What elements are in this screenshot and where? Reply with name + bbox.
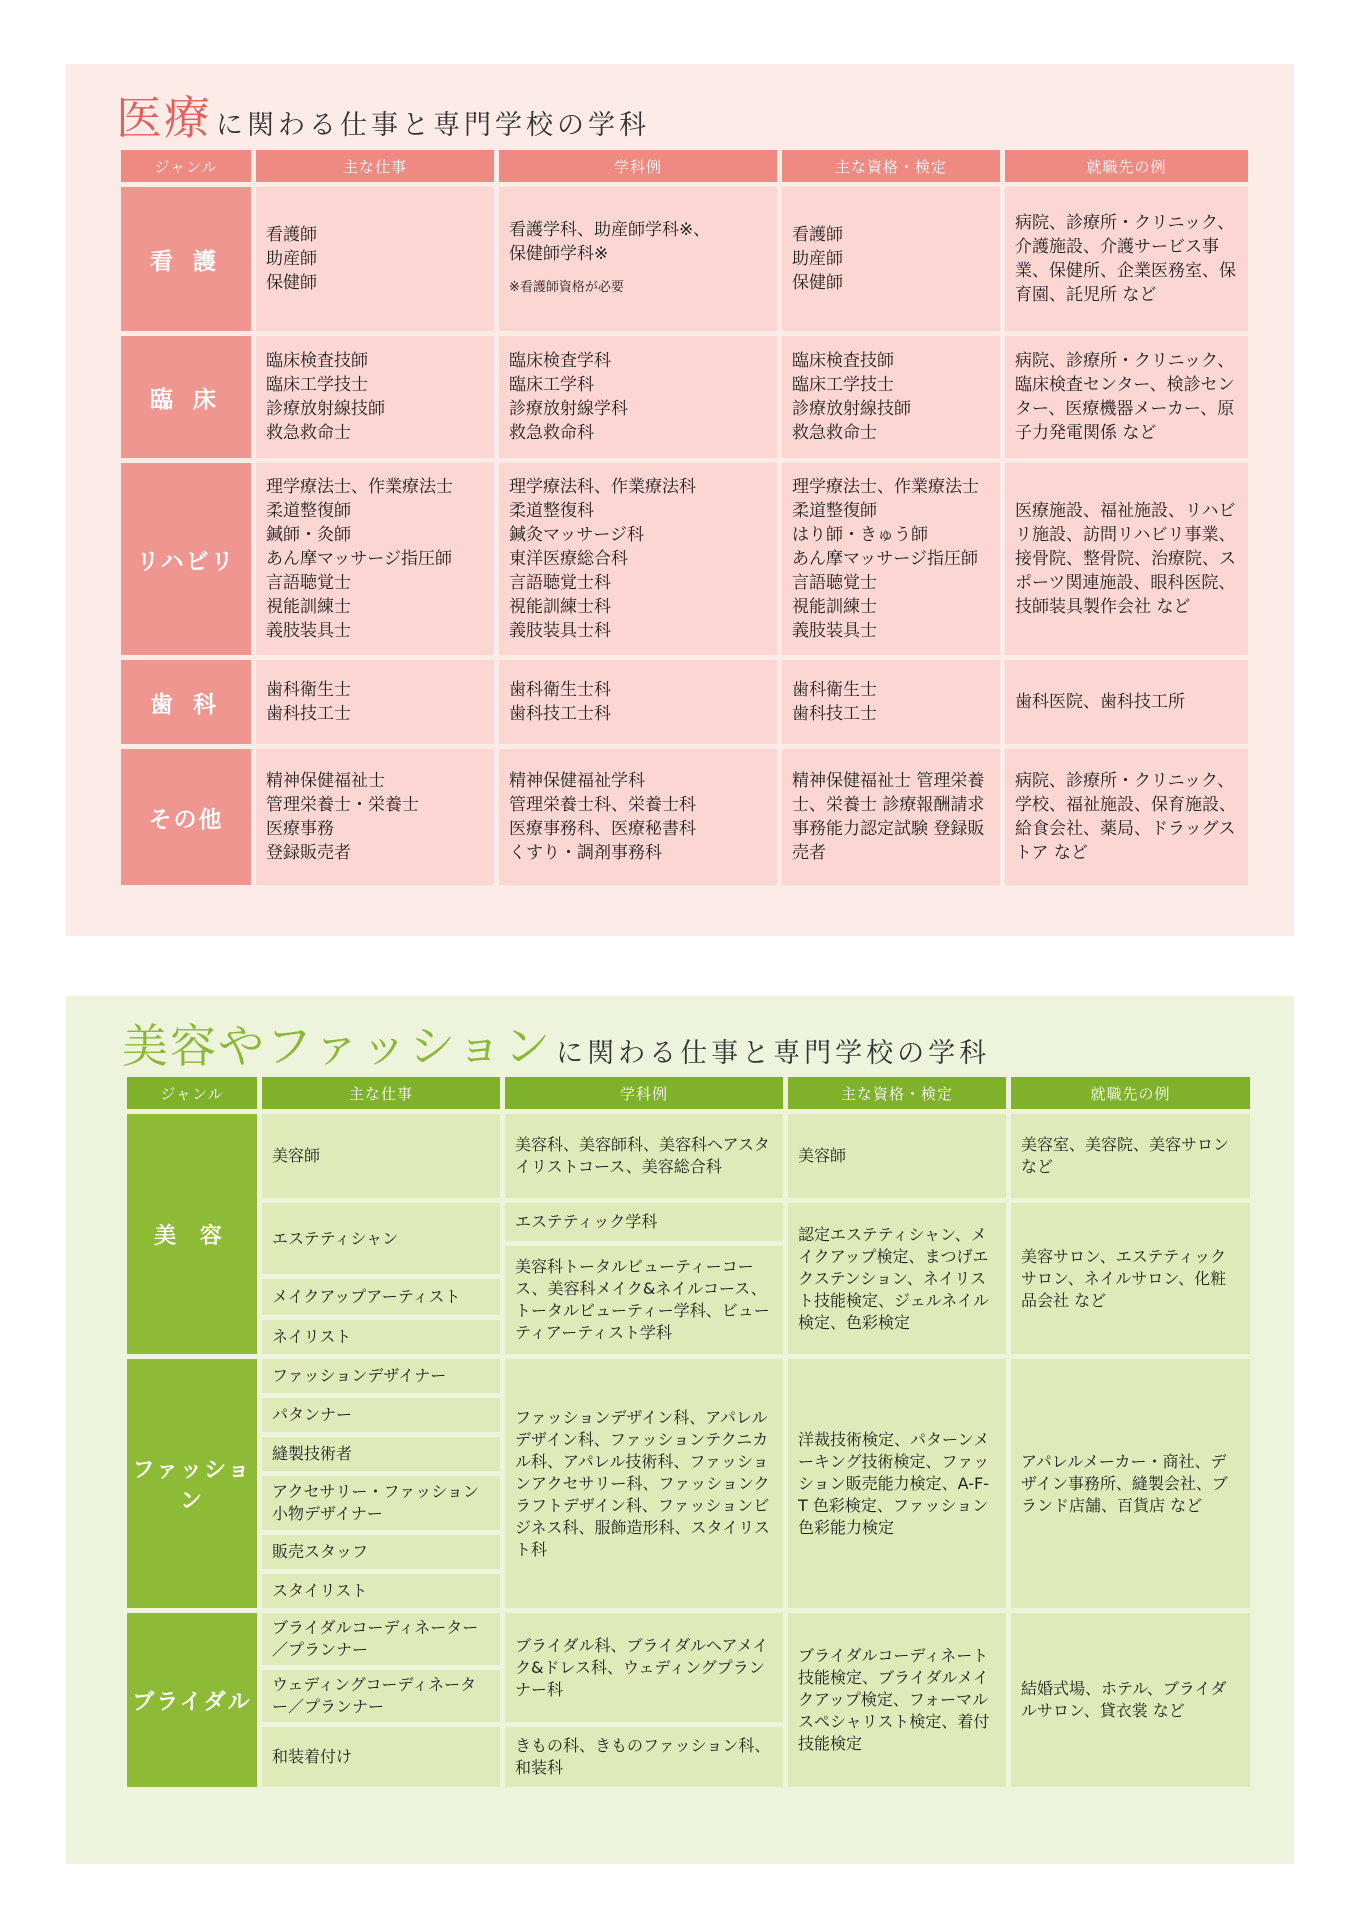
list-item: くすり・調剤事務科 [509, 843, 662, 863]
list-item: 言語聴覚士 [266, 573, 351, 593]
list-item: 診療放射線技師 [266, 399, 385, 419]
table-row [127, 1613, 1250, 1665]
list-item: 精神保健福祉学科 [509, 771, 645, 791]
jobs-cell [256, 187, 494, 331]
list-item: 臨床工学技士 [266, 375, 368, 395]
employers-text: 病院、診療所・クリニック、介護施設、介護サービス事業、保健所、企業医務室、保育園、託児所 など [1015, 213, 1236, 305]
qual-text: 認定エステティシャン、メイクアップ検定、まつげエクステンション、ネイリスト技能検定、ジェルネイル検定、色彩検定 [798, 1224, 989, 1332]
table-row [127, 1359, 1250, 1393]
dept-note: ※看護師資格が必要 [509, 280, 624, 295]
job-cell: 和装着付け [262, 1727, 500, 1787]
genre-cell: 臨 床 [121, 336, 251, 458]
dept-text: きもの科、きものファッション科、和装科 [515, 1736, 771, 1777]
list-item: 柔道整復科 [509, 501, 594, 521]
genre-cell: リハビリ [121, 463, 251, 655]
medical-title-small: に関わる仕事と専門学校の学科 [216, 110, 650, 141]
employers-text: 病院、診療所・クリニック、臨床検査センター、検診センター、医療機器メーカー、原子力発電関係 など [1015, 351, 1235, 443]
list-item: 言語聴覚士科 [509, 573, 611, 593]
table-row [121, 660, 1248, 744]
list-item: 医療事務 [266, 819, 334, 839]
dept-text: 美容科トータルビューティーコース、美容科メイク&ネイルコース、トータルビューティー学科、ビューティアーティスト学科 [515, 1257, 770, 1342]
list-item: 管理栄養士科、栄養士科 [509, 795, 696, 815]
list-item: 理学療法士、作業療法士 [792, 477, 979, 497]
list-item: 救急救命士 [792, 423, 877, 443]
list-item: 臨床工学技士 [792, 375, 894, 395]
jobs-cell [256, 660, 494, 744]
medical-table [116, 145, 1253, 890]
list-item: 診療放射線学科 [509, 399, 628, 419]
dept-cell [505, 1114, 783, 1198]
list-item: 保健師 [266, 273, 317, 293]
list-item: 救急救命科 [509, 423, 594, 443]
list-item: 歯科技工士科 [509, 704, 611, 724]
medical-heading [116, 82, 650, 148]
job-cell [262, 1670, 500, 1722]
job-cell: スタイリスト [262, 1574, 500, 1608]
list-item: 視能訓練士 [266, 597, 351, 617]
employers-cell [1005, 660, 1248, 744]
employers-text: 医療施設、福祉施設、リハビリ施設、訪問リハビリ事業、接骨院、整骨院、治療院、スポーツ関連施設、眼科医院、技師装具製作会社 など [1015, 501, 1236, 617]
medical-title-big: 医療 [116, 91, 212, 145]
employers-cell [1005, 463, 1248, 655]
list-item: 登録販売者 [266, 843, 351, 863]
job-cell: 販売スタッフ [262, 1535, 500, 1569]
employers-cell [1011, 1114, 1250, 1198]
list-item: 保健師 [792, 273, 843, 293]
dept-cell [505, 1727, 783, 1787]
list-item: 歯科衛生士科 [509, 680, 611, 700]
list-item: 看護師 [266, 225, 317, 245]
employers-cell [1011, 1203, 1250, 1354]
list-item: 歯科技工士 [792, 704, 877, 724]
qual-cell [788, 1359, 1006, 1608]
list-item: 言語聴覚士 [792, 573, 877, 593]
depts-cell [499, 463, 777, 655]
genre-cell: 歯 科 [121, 660, 251, 744]
employers-cell [1005, 336, 1248, 458]
job-text: ブライダルコーディネーター／プランナー [272, 1618, 479, 1659]
job-cell: エステティシャン [262, 1203, 500, 1274]
list-item: 助産師 [266, 249, 317, 269]
list-item: 歯科衛生士 [266, 680, 351, 700]
list-item: 看護師 [792, 225, 843, 245]
list-item: 診療放射線技師 [792, 399, 911, 419]
employers-text: 病院、診療所・クリニック、学校、福祉施設、保育施設、給食会社、薬局、ドラッグストア など [1015, 771, 1236, 863]
header-jobs: 主な仕事 [262, 1077, 500, 1109]
list-item: 視能訓練士科 [509, 597, 611, 617]
jobs-cell [256, 463, 494, 655]
employers-cell [1005, 749, 1248, 885]
list-item: 臨床検査技師 [266, 351, 368, 371]
list-item: 歯科衛生士 [792, 680, 877, 700]
dept-cell: エステティック学科 [505, 1203, 783, 1241]
genre-cell: ファッション [127, 1359, 257, 1608]
job-cell [262, 1613, 500, 1665]
genre-cell: 看 護 [121, 187, 251, 331]
qual-cell [788, 1613, 1006, 1787]
quals-cell [782, 749, 1000, 885]
quals-cell [782, 336, 1000, 458]
header-depts: 学科例 [505, 1077, 783, 1109]
employers-text: 美容室、美容院、美容サロン など [1021, 1135, 1230, 1176]
list-item: 理学療法科、作業療法科 [509, 477, 696, 497]
depts-cell [499, 749, 777, 885]
table-row [121, 187, 1248, 331]
genre-cell: その他 [121, 749, 251, 885]
list-item: あん摩マッサージ指圧師 [792, 549, 978, 569]
list-item: 看護学科、助産師学科※、 [509, 220, 711, 240]
list-item: 臨床検査技師 [792, 351, 894, 371]
job-cell: ネイリスト [262, 1320, 500, 1354]
list-item: 鍼灸マッサージ科 [509, 525, 644, 545]
job-cell: 縫製技術者 [262, 1437, 500, 1471]
list-item: 柔道整復師 [266, 501, 351, 521]
list-item: 精神保健福祉士 [266, 771, 385, 791]
dept-cell [505, 1246, 783, 1354]
table-row [121, 336, 1248, 458]
list-item: 鍼師・灸師 [266, 525, 351, 545]
jobs-cell [256, 336, 494, 458]
list-item: 管理栄養士・栄養士 [266, 795, 419, 815]
list-item: 保健師学科※ [509, 244, 609, 264]
dept-text: 美容科、美容師科、美容科ヘアスタイリストコース、美容総合科 [515, 1135, 770, 1176]
qual-cell: 美容師 [788, 1114, 1006, 1198]
dept-cell [505, 1613, 783, 1722]
dept-text: ブライダル科、ブライダルヘアメイク&ドレス科、ウェディングプランナー科 [515, 1635, 769, 1699]
depts-cell [499, 336, 777, 458]
table-header-row [121, 150, 1248, 182]
beauty-title-small: に関わる仕事と専門学校の学科 [556, 1038, 991, 1069]
dept-cell [505, 1359, 783, 1608]
employers-text: 結婚式場、ホテル、ブライダルサロン、貸衣裳 など [1021, 1679, 1227, 1720]
employers-text: アパレルメーカー・商社、デザイン事務所、縫製会社、ブランド店舗、百貨店 など [1021, 1451, 1228, 1515]
medical-panel [66, 64, 1294, 936]
quals-cell [782, 660, 1000, 744]
quals-cell [782, 187, 1000, 331]
job-cell: パタンナー [262, 1398, 500, 1432]
header-quals: 主な資格・検定 [788, 1077, 1006, 1109]
depts-cell [499, 660, 777, 744]
employers-text: 歯科医院、歯科技工所 [1015, 692, 1185, 712]
employers-cell [1005, 187, 1248, 331]
employers-cell [1011, 1613, 1250, 1787]
list-item: 義肢装具士科 [509, 621, 611, 641]
list-item: あん摩マッサージ指圧師 [266, 549, 452, 569]
beauty-table [122, 1072, 1255, 1792]
list-item: はり師・きゅう師 [792, 525, 928, 545]
quals-cell [782, 463, 1000, 655]
quals-text: 精神保健福祉士 管理栄養士、栄養士 診療報酬請求事務能力認定試験 登録販売者 [792, 771, 985, 863]
header-genre: ジャンル [121, 150, 251, 182]
qual-cell [788, 1203, 1006, 1354]
list-item: 臨床工学科 [509, 375, 594, 395]
genre-cell: ブライダル [127, 1613, 257, 1787]
list-item: 義肢装具士 [266, 621, 351, 641]
header-depts: 学科例 [499, 150, 777, 182]
list-item: 歯科技工士 [266, 704, 351, 724]
beauty-panel [66, 996, 1294, 1864]
header-jobs: 主な仕事 [256, 150, 494, 182]
dept-text: ファッションデザイン科、アパレルデザイン科、ファッションテクニカル科、アパレル技術科、ファッションアクセサリー科、ファッションクラフトデザイン科、ファッションビジネス科、服飾造形科、スタイリスト科 [515, 1407, 770, 1559]
list-item: 医療事務科、医療秘書科 [509, 819, 696, 839]
table-row [121, 463, 1248, 655]
header-employers: 就職先の例 [1011, 1077, 1250, 1109]
list-item: 義肢装具士 [792, 621, 877, 641]
list-item: 視能訓練士 [792, 597, 877, 617]
employers-text: 美容サロン、エステティックサロン、ネイルサロン、化粧品会社 など [1021, 1246, 1227, 1310]
qual-text: 洋裁技術検定、パターンメーキング技術検定、ファッション販売能力検定、A-F-T 色彩検定、ファッション色彩能力検定 [798, 1429, 990, 1537]
header-employers: 就職先の例 [1005, 150, 1248, 182]
list-item: 理学療法士、作業療法士 [266, 477, 453, 497]
jobs-cell [256, 749, 494, 885]
list-item: 東洋医療総合科 [509, 549, 628, 569]
qual-text: ブライダルコーディネート技能検定、ブライダルメイクアップ検定、フォーマルスペシャリスト検定、着付技能検定 [798, 1646, 990, 1753]
job-cell: ファッションデザイナー [262, 1359, 500, 1393]
job-text: ウェディングコーディネーター／プランナー [272, 1675, 477, 1716]
list-item: 助産師 [792, 249, 843, 269]
job-cell [262, 1476, 500, 1530]
beauty-heading [122, 1010, 990, 1076]
depts-cell [499, 187, 777, 331]
header-genre: ジャンル [127, 1077, 257, 1109]
table-row [127, 1203, 1250, 1241]
job-cell: メイクアップアーティスト [262, 1279, 500, 1315]
table-row [127, 1114, 1250, 1198]
header-quals: 主な資格・検定 [782, 150, 1000, 182]
employers-cell [1011, 1359, 1250, 1608]
list-item: 救急救命士 [266, 423, 351, 443]
job-cell: 美容師 [262, 1114, 500, 1198]
beauty-title-big: 美容やファッション [122, 1019, 553, 1073]
table-header-row [127, 1077, 1250, 1109]
list-item: 柔道整復師 [792, 501, 877, 521]
table-row [121, 749, 1248, 885]
job-text: アクセサリー・ファッション小物デザイナー [272, 1482, 479, 1523]
list-item: 臨床検査学科 [509, 351, 611, 371]
genre-cell: 美 容 [127, 1114, 257, 1354]
